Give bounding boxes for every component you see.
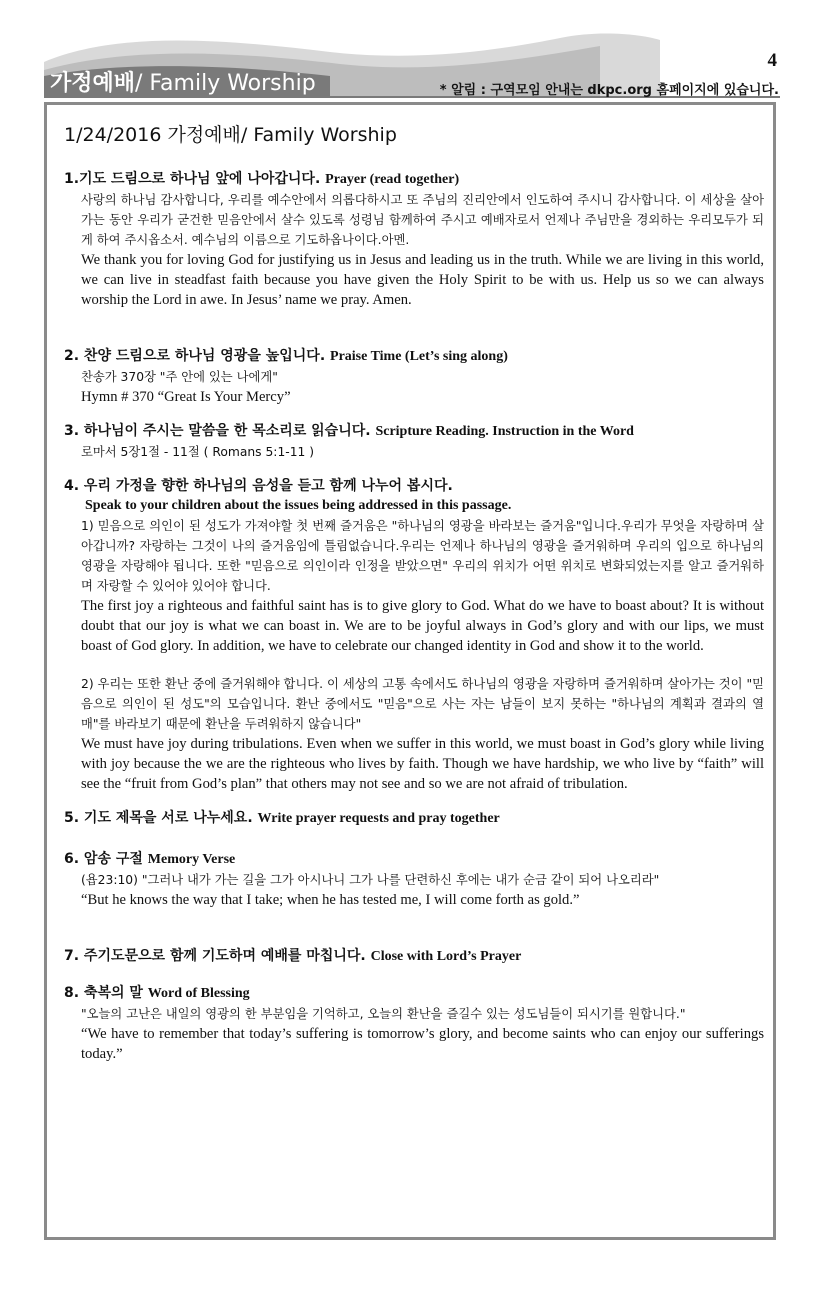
scripture-reference: 로마서 5장1절 - 11절 ( Romans 5:1-11 ) bbox=[81, 445, 315, 459]
hymn-ko: 찬송가 370장 "주 안에 있는 나에게" bbox=[81, 370, 278, 384]
section-scripture bbox=[64, 421, 764, 462]
section-body bbox=[81, 1004, 764, 1064]
spacer bbox=[81, 656, 764, 674]
header-title bbox=[50, 66, 316, 97]
section-prayer-requests bbox=[64, 808, 764, 829]
heading-ko: 3. 하나님이 주시는 말씀을 한 목소리로 읽습니다. bbox=[64, 423, 371, 439]
section-memory-verse bbox=[64, 849, 764, 910]
hymn-en: Hymn # 370 “Great Is Your Mercy” bbox=[81, 389, 291, 405]
blessing-ko: "오늘의 고난은 내일의 영광의 한 부분임을 기억하고, 오늘의 환난을 즐길수 있는 성도님들이 되시기를 원합니다." bbox=[81, 1007, 686, 1021]
section-praise bbox=[64, 346, 764, 407]
section-blessing bbox=[64, 983, 764, 1064]
section-discussion bbox=[64, 476, 764, 794]
page-title: 1/24/2016 가정예배/ Family Worship bbox=[64, 124, 397, 146]
section-heading: 4. 우리 가정을 향한 하나님의 음성을 듣고 함께 나누어 봅시다. bbox=[64, 478, 453, 494]
point2-en: We must have joy during tribulations. Even when we suffer in this world, we must boast in God’s glory while living with joy because the we are the righteous who lives by faith. Though we have hardship, we who live by “faith” will see the “fruit from God’s plan” that others may not see and so we are not afraid of tribulation. bbox=[81, 736, 764, 792]
section-prayer bbox=[64, 169, 764, 310]
section-heading bbox=[64, 849, 764, 870]
heading-ko: 1.기도 드림으로 하나님 앞에 나아갑니다. bbox=[64, 171, 321, 187]
heading-ko: 6. 암송 구절 bbox=[64, 851, 143, 867]
verse-ko: (욥23:10) "그러나 내가 가는 길을 그가 아시나니 그가 나를 단련하신 후에는 내가 순금 같이 되어 나오리라" bbox=[81, 873, 660, 887]
section-body bbox=[81, 367, 764, 407]
notice-text: * 알림 : 구역모임 안내는 dkpc.org 홈페이지에 있습니다. bbox=[439, 83, 779, 98]
heading-en: Close with Lord’s Prayer bbox=[370, 949, 522, 964]
heading-ko: 7. 주기도문으로 함께 기도하며 예배를 마칩니다. bbox=[64, 948, 366, 964]
section-body bbox=[81, 442, 764, 462]
heading-ko: 5. 기도 제목을 서로 나누세요. bbox=[64, 810, 253, 826]
heading-en: Memory Verse bbox=[147, 852, 236, 867]
heading-en: Praise Time (Let’s sing along) bbox=[330, 349, 508, 364]
blessing-en: “We have to remember that today’s suffering is tomorrow’s glory, and become saints who can enjoy our sufferings today.” bbox=[81, 1026, 764, 1062]
point1-ko: 1) 믿음으로 의인이 된 성도가 가져야할 첫 번째 즐거움은 "하나님의 영광을 바라보는 즐거움"입니다.우리가 무엇을 자랑하며 살아갑니까? 자랑하는 그것이 나의 즐거움임에 틀림없습니다.우리는 언제나 하나님의 영광을 즐거워하며 우리의 입으로 하나님의 영광을 자랑해야 됩니다. 또한 "믿음으로 의인이라 인정을 받았으면" 우리의 위치가 어떤 위치로 변화되었는지를 알고 즐거워하며 자랑할 수 있어야 있어야 합니다. bbox=[81, 519, 764, 593]
point2-ko: 2) 우리는 또한 환난 중에 즐거워해야 합니다. 이 세상의 고통 속에서도 하나님의 영광을 자랑하며 즐거워하며 살아가는 것이 "믿음으로 의인이 된 성도"의 모습입니다. 환난 중에서도 "믿음"으로 사는 자는 남들이 보지 못하는 "하나님의 계획과 결과의 열매"를 바라보기 때문에 환난을 두려워하지 않습니다" bbox=[81, 677, 764, 731]
section-heading bbox=[64, 346, 764, 367]
heading-en: Word of Blessing bbox=[147, 986, 250, 1001]
header-title-en: / Family Worship bbox=[135, 71, 316, 96]
heading-ko: 8. 축복의 말 bbox=[64, 985, 143, 1001]
page-number: 4 bbox=[767, 50, 777, 71]
header-title-ko: 가정예배 bbox=[50, 71, 136, 96]
section-heading bbox=[64, 808, 764, 829]
worship-content bbox=[64, 120, 764, 1078]
heading-en: Scripture Reading. Instruction in the Word bbox=[375, 424, 634, 439]
section-body bbox=[81, 516, 764, 794]
verse-en: “But he knows the way that I take; when he has tested me, I will come forth as gold.” bbox=[81, 892, 580, 908]
section-body bbox=[81, 190, 764, 310]
section-subheading: Speak to your children about the issues being addressed in this passage. bbox=[85, 498, 512, 513]
section-heading bbox=[64, 421, 764, 442]
section-body bbox=[81, 870, 764, 910]
prayer-text-ko: 사랑의 하나님 감사합니다, 우리를 예수안에서 의롭다하시고 또 주님의 진리안에서 인도하여 주시니 감사합니다. 이 세상을 살아가는 동안 우리가 굳건한 믿음안에서 살수 있도록 성령님 함께하여 주시고 예배자로서 언제나 주님만을 경외하는 우리모두가 되게 하여 주시옵소서. 예수님의 이름으로 기도하옵나이다.아멘. bbox=[81, 193, 764, 247]
section-heading bbox=[64, 983, 764, 1004]
heading-ko: 2. 찬양 드림으로 하나님 영광을 높입니다. bbox=[64, 348, 326, 364]
section-heading bbox=[64, 169, 764, 190]
prayer-text-en: We thank you for loving God for justifying us in Jesus and leading us in the truth. While we are living in this world, we can live in steadfast faith because you have given the Holy Spirit to be with us. Help us so we can always worship the Lord in awe. In Jesus’ name we pray. Amen. bbox=[81, 252, 764, 308]
point1-en: The first joy a righteous and faithful saint has is to give glory to God. What do we have to boast about? It is without doubt that our joy is what we can boast in. We are to be joyful always in God’s glory and with our lips, we must boast of God glory. In addition, we have to celebrate our changed identity in God and show it to the world. bbox=[81, 598, 764, 654]
heading-en: Prayer (read together) bbox=[325, 172, 460, 187]
heading-en: Write prayer requests and pray together bbox=[257, 811, 500, 826]
page-header bbox=[0, 0, 825, 100]
section-heading bbox=[64, 946, 764, 967]
section-lords-prayer bbox=[64, 946, 764, 967]
